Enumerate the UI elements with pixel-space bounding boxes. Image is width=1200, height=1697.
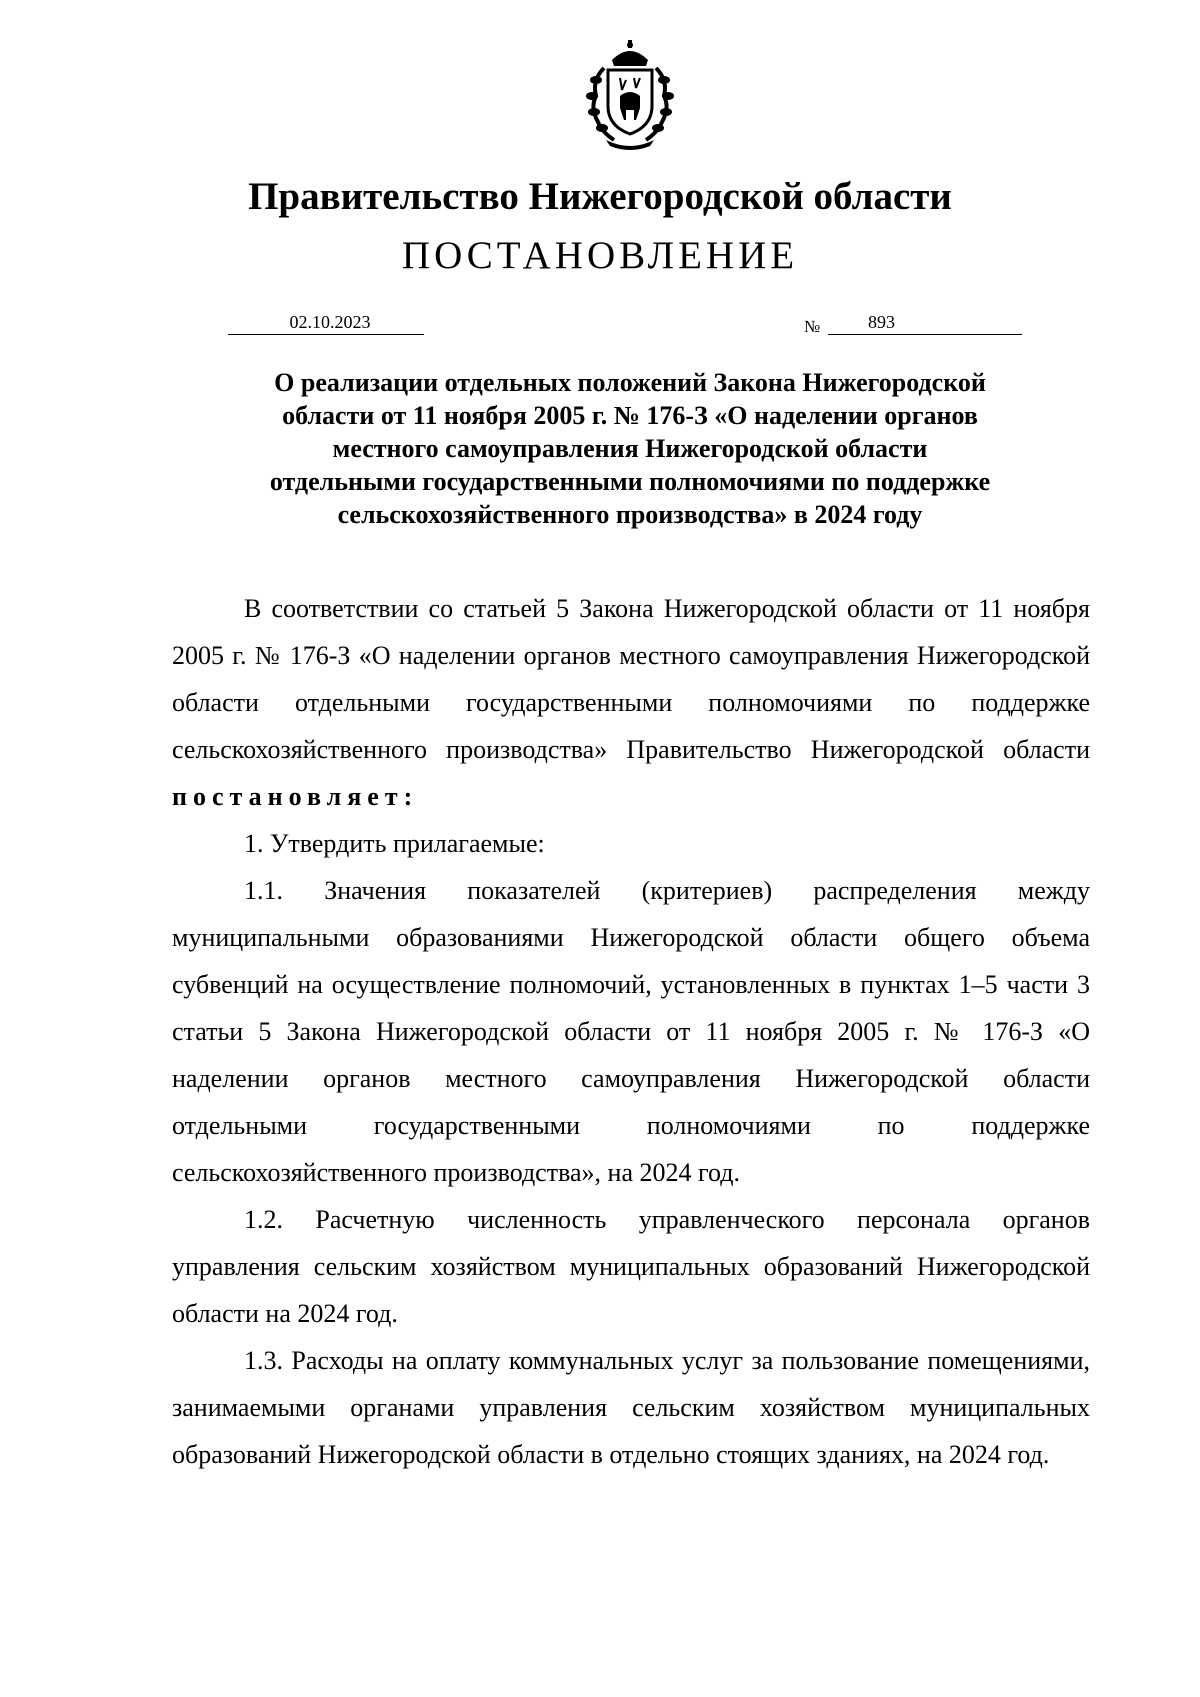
organization-title: Правительство Нижегородской области <box>248 175 952 218</box>
document-number: 893 <box>828 310 1022 335</box>
preamble-paragraph <box>172 585 1090 820</box>
subject-line: области от 11 ноября 2005 г. № 176-З «О наделении органов <box>282 401 978 430</box>
number-sign: № <box>804 317 821 336</box>
preamble-text: В соответствии со статьей 5 Закона Нижегородской области от 11 ноября 2005 г. № 176-З «О наделении органов местного самоуправления Нижегородской области отдельными государственными полномочиями по поддержке сельскохозяйственного производства» Правительство Нижегородской области <box>172 594 1090 764</box>
document-body <box>172 585 1090 1478</box>
subject-line: О реализации отдельных положений Закона Нижегородской <box>274 368 986 397</box>
document-date: 02.10.2023 <box>228 310 424 335</box>
subject-line: отдельными государственными полномочиями по поддержке <box>269 467 991 496</box>
item-1-3: 1.3. Расходы на оплату коммунальных услуг за пользование помещениями, занимаемыми органами управления сельским хозяйством муниципальных образований Нижегородской области в отдельно стоящих зданиях, на 2024 год. <box>172 1346 1090 1469</box>
subject-line: сельскохозяйственного производства» в 2024 году <box>337 500 923 529</box>
document-subject <box>200 366 1060 531</box>
resolution-keyword: постановляет: <box>172 782 419 811</box>
subject-line: местного самоуправления Нижегородской области <box>332 434 928 463</box>
item-1-1: 1.1. Значения показателей (критериев) распределения между муниципальными образованиями Нижегородской области общего объема субвенций на осуществление полномочий, установленных в пунктах 1–5 части 3 статьи 5 Закона Нижегородской области от 11 ноября 2005 г. № 176-З «О наделении органов местного самоуправления Нижегородской области отдельными государственными полномочиями по поддержке сельскохозяйственного производства», на 2024 год. <box>172 876 1090 1187</box>
item-1-2: 1.2. Расчетную численность управленческого персонала органов управления сельским хозяйством муниципальных образований Нижегородской области на 2024 год. <box>172 1205 1090 1328</box>
item-1: 1. Утвердить прилагаемые: <box>244 829 545 858</box>
document-type: ПОСТАНОВЛЕНИЕ <box>401 234 799 277</box>
coat-of-arms-icon <box>576 40 684 152</box>
